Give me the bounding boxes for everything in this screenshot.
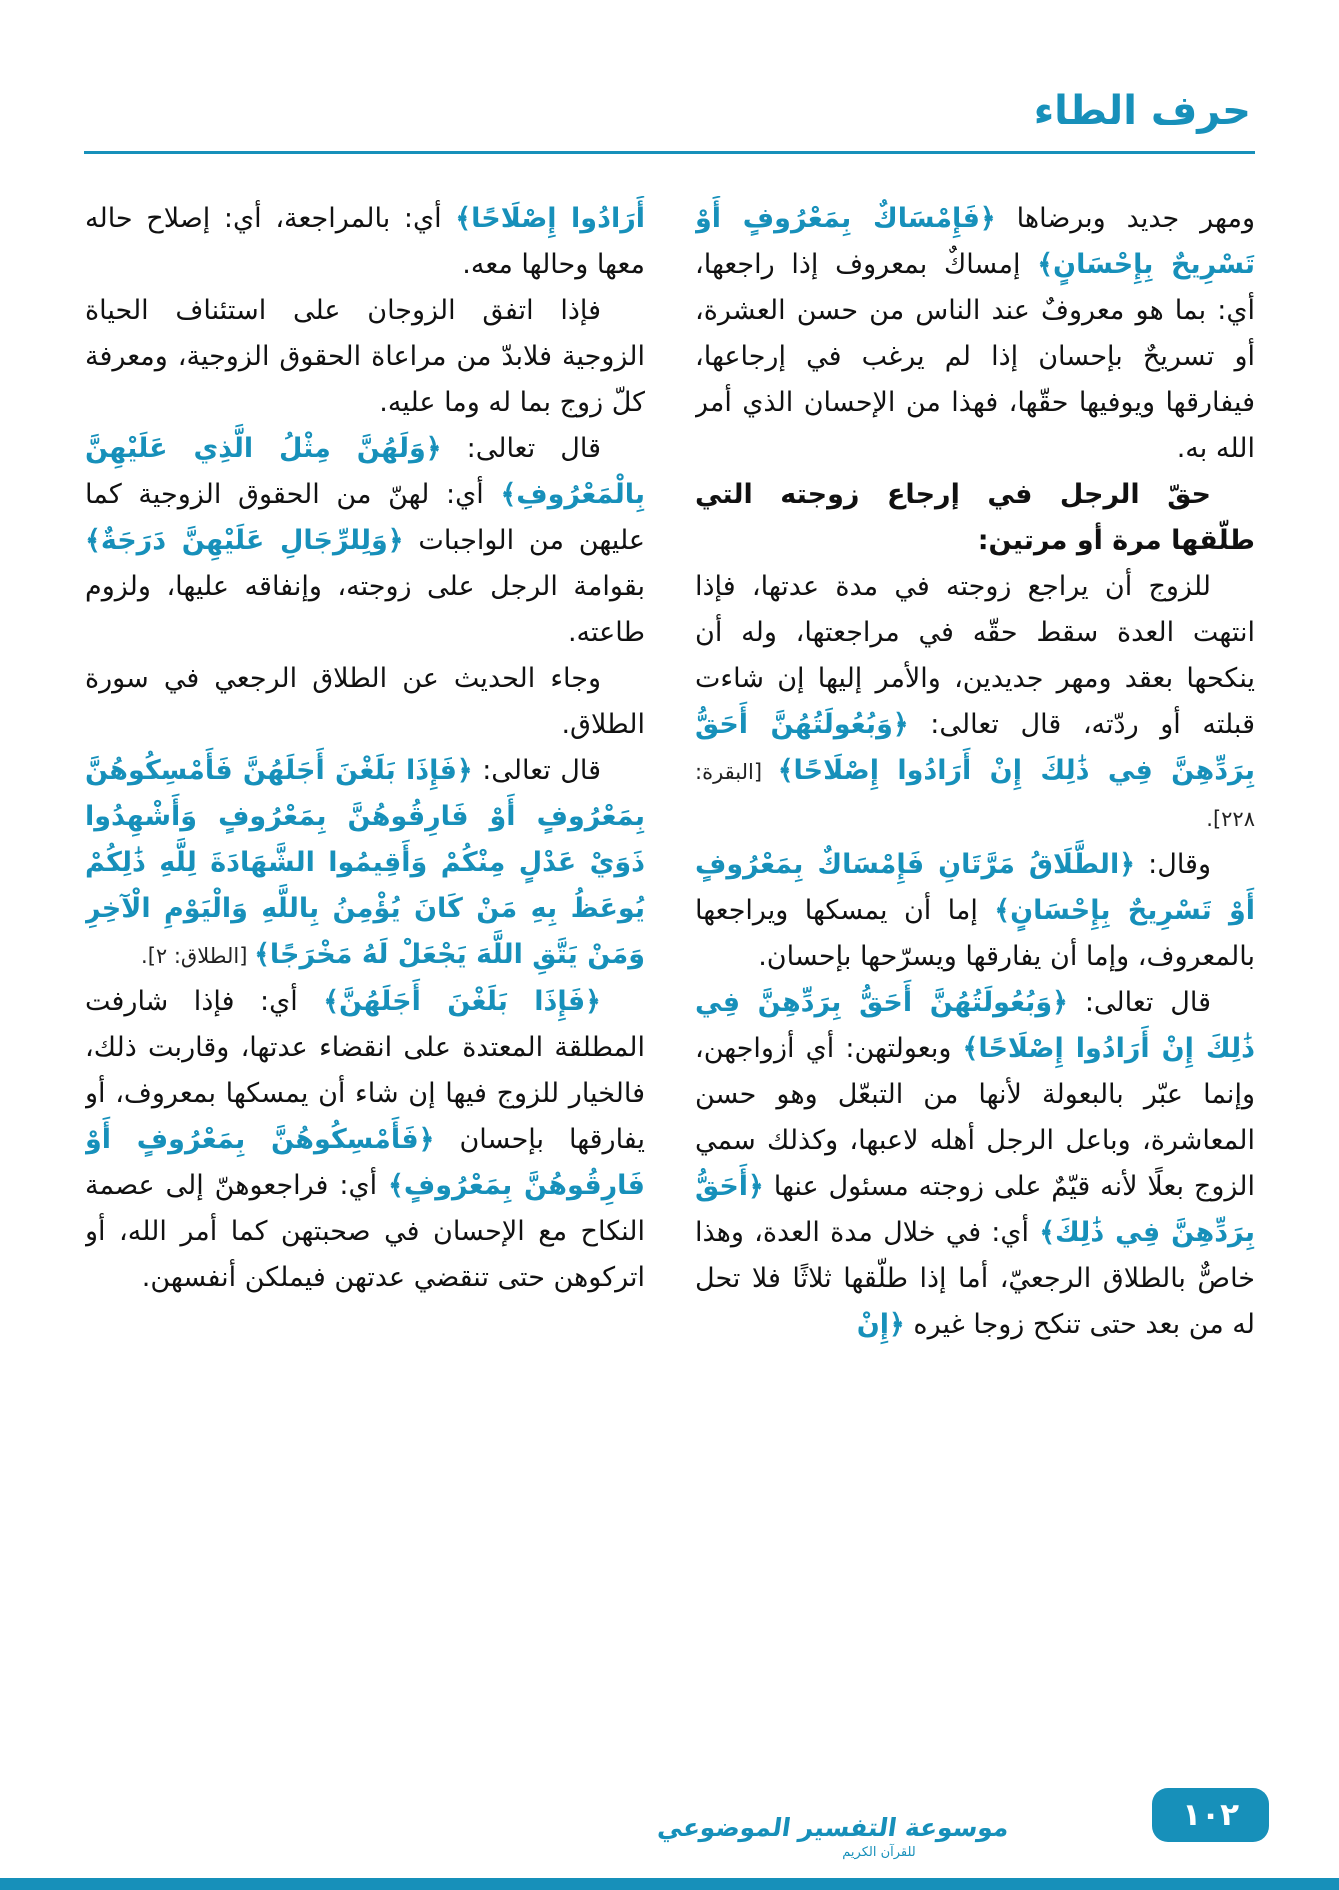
publisher-logo [655, 1813, 1012, 1860]
body-text: إمساكٌ بمعروف إذا راجعها، أي: بما هو معروفٌ عند الناس من حسن العشرة، أو تسريحٌ بإحسان إذا لم يرغب في إرجاعها، فيفارقها ويوفيها حقّها، فهذا من الإحسان الذي أمر الله به. [695, 249, 1255, 464]
quran-verse: ﴿فَإِذَا بَلَغْنَ أَجَلَهُنَّ﴾ [323, 986, 601, 1017]
quran-verse: ﴿فَإِمْسَاكٌ بِمَعْرُوفٍ أَوْ تَسْرِيحٌ بِإِحْسَانٍ﴾ [695, 203, 1255, 280]
quran-verse: ﴿فَأَمْسِكُوهُنَّ بِمَعْرُوفٍ أَوْ فَارِقُوهُنَّ بِمَعْرُوفٍ﴾ [85, 1124, 645, 1201]
column-left [85, 196, 645, 1766]
paragraph [695, 196, 1255, 472]
body-text: أي: في خلال مدة العدة، وهذا خاصٌّ بالطلاق الرجعيّ، أما إذا طلّقها ثلاثًا فلا تحل له من بعد حتى تنكح زوجا غيره [695, 1217, 1255, 1340]
paragraph [695, 980, 1255, 1348]
quran-verse: ﴿وَلِلرِّجَالِ عَلَيْهِنَّ دَرَجَةٌ﴾ [85, 525, 404, 556]
body-text: أي: فإذا شارفت المطلقة المعتدة على انقضاء عدتها، وقاربت ذلك، فالخيار للزوج فيها إن شاء أن يمسكها بمعروف، أو يفارقها بإحسان [85, 986, 645, 1155]
paragraph [85, 288, 645, 426]
publisher-logo-text: موسوعة التفسير الموضوعي [655, 1813, 1012, 1842]
body-text: ومهر جديد وبرضاها [995, 203, 1255, 234]
content-area [84, 196, 1255, 1766]
quran-verse: ﴿إِنْ [856, 1309, 905, 1340]
quran-verse: أَرَادُوا إِصْلَاحًا﴾ [455, 203, 645, 234]
paragraph [85, 196, 645, 288]
quran-verse: ﴿وَبُعُولَتُهُنَّ أَحَقُّ بِرَدِّهِنَّ فِي ذَٰلِكَ إِنْ أَرَادُوا إِصْلَاحًا﴾ [695, 709, 1255, 786]
body-text: حقّ الرجل في إرجاع زوجته التي طلّقها مرة أو مرتين: [695, 479, 1255, 556]
paragraph [85, 656, 645, 748]
body-text: إما أن يمسكها ويراجعها بالمعروف، وإما أن يفارقها ويسرّحها بإحسان. [695, 895, 1255, 972]
paragraph [695, 564, 1255, 842]
verse-reference: [البقرة: ٢٢٨]. [695, 760, 1255, 831]
body-text: قال تعالى: [1068, 987, 1212, 1018]
section-heading [695, 472, 1255, 564]
body-text: فإذا اتفق الزوجان على استئناف الحياة الزوجية فلابدّ من مراعاة الحقوق الزوجية، ومعرفة كلّ زوج بما له وما عليه. [85, 295, 645, 418]
body-text: بقوامة الرجل على زوجته، وإنفاقه عليها، ولزوم طاعته. [85, 571, 645, 648]
header-divider [84, 151, 1255, 154]
quran-verse: ﴿أَحَقُّ بِرَدِّهِنَّ فِي ذَٰلِكَ﴾ [695, 1171, 1255, 1248]
bottom-decoration [0, 1878, 1339, 1890]
quran-verse: ﴿فَإِذَا بَلَغْنَ أَجَلَهُنَّ فَأَمْسِكُوهُنَّ بِمَعْرُوفٍ أَوْ فَارِقُوهُنَّ بِمَعْرُوفٍ وَأَشْهِدُوا ذَوَيْ عَدْلٍ مِنْكُمْ وَأَقِيمُوا الشَّهَادَةَ لِلَّهِ ذَٰلِكُمْ يُوعَظُ بِهِ مَنْ كَانَ يُؤْمِنُ بِاللَّهِ وَالْيَوْمِ الْآخِرِ وَمَنْ يَتَّقِ اللَّهَ يَجْعَلْ لَهُ مَخْرَجًا﴾ [85, 755, 645, 970]
body-text: أي: فراجعوهنّ إلى عصمة النكاح مع الإحسان في صحبتهن كما أمر الله، أو اتركوهن حتى تنقضي عدتهن فيملكن أنفسهن. [85, 1170, 645, 1293]
publisher-logo-subtext: للقرآن الكريم [842, 1845, 916, 1860]
body-text: قال تعالى: [472, 755, 601, 786]
paragraph [85, 979, 645, 1301]
body-text: وقال: [1135, 849, 1211, 880]
body-text: أي: بالمراجعة، أي: إصلاح حاله معها وحالها معه. [85, 203, 645, 280]
paragraph [695, 842, 1255, 980]
paragraph [85, 426, 645, 656]
quran-verse: ﴿الطَّلَاقُ مَرَّتَانِ فَإِمْسَاكٌ بِمَعْرُوفٍ أَوْ تَسْرِيحٌ بِإِحْسَانٍ﴾ [695, 849, 1255, 926]
verse-reference: [الطلاق: ٢]. [141, 944, 255, 968]
paragraph [85, 748, 645, 979]
body-text: للزوج أن يراجع زوجته في مدة عدتها، فإذا انتهت العدة سقط حقّه في مراجعتها، وله أن ينكحها بعقد ومهر جديدين، والأمر إليها إن شاءت قبلته أو ردّته، قال تعالى: [695, 571, 1255, 740]
body-text: أي: لهنّ من الحقوق الزوجية كما عليهن من الواجبات [85, 479, 645, 556]
page-number-badge: ١٠٢ [1152, 1788, 1269, 1842]
quran-verse: ﴿وَلَهُنَّ مِثْلُ الَّذِي عَلَيْهِنَّ بِالْمَعْرُوفِ﴾ [85, 433, 645, 510]
quran-verse: ﴿وَبُعُولَتُهُنَّ أَحَقُّ بِرَدِّهِنَّ فِي ذَٰلِكَ إِنْ أَرَادُوا إِصْلَاحًا﴾ [695, 987, 1255, 1064]
chapter-title: حرف الطاء [1033, 88, 1251, 134]
body-text: وبعولتهن: أي أزواجهن، وإنما عبّر بالبعولة لأنها من التبعّل وهو حسن المعاشرة، وباعل الرجل أهله لاعبها، وكذلك سمي الزوج بعلًا لأنه قيّمٌ على زوجته مسئول عنها [695, 1033, 1255, 1202]
column-right [695, 196, 1255, 1766]
body-text: وجاء الحديث عن الطلاق الرجعي في سورة الطلاق. [85, 663, 645, 740]
body-text: قال تعالى: [441, 433, 601, 464]
